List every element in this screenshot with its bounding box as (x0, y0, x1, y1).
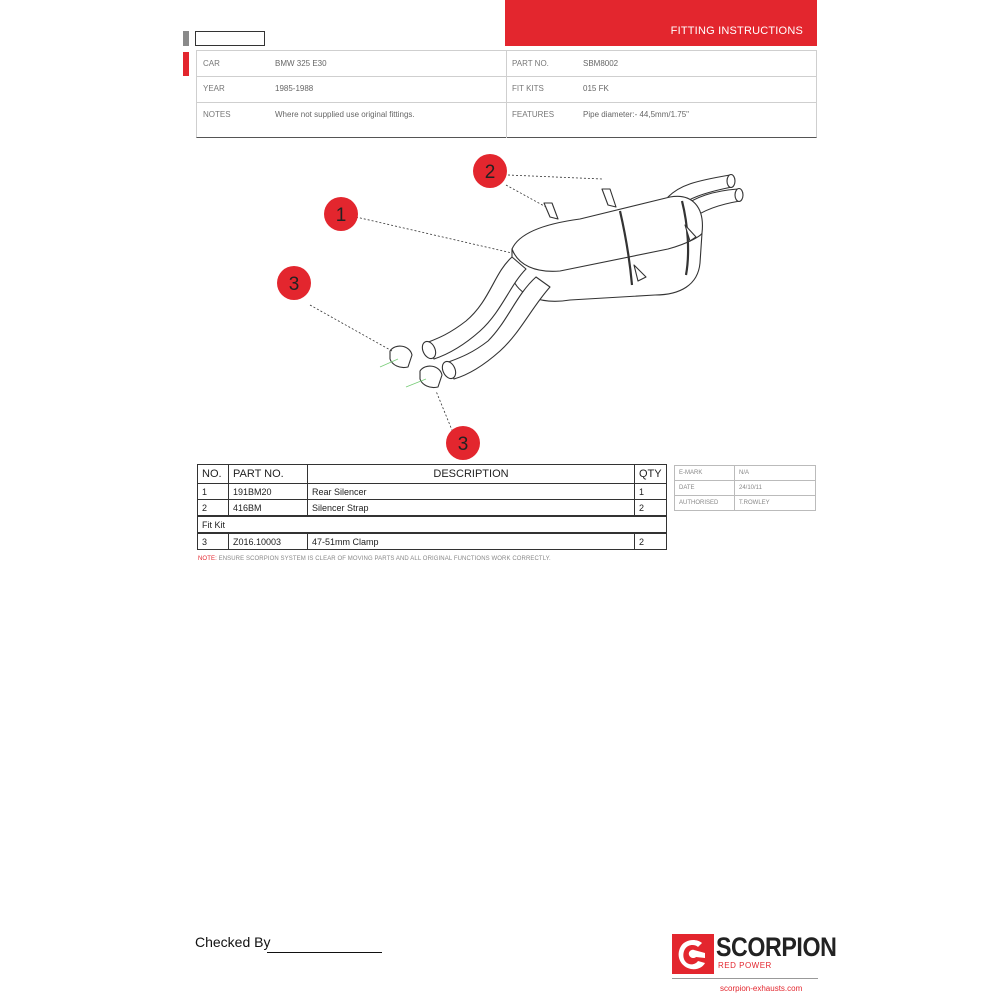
row-qty: 2 (635, 500, 667, 517)
callout-number: 3 (457, 434, 469, 455)
table-row (198, 484, 667, 500)
fit-kit-heading-row (198, 516, 667, 533)
table-row (675, 496, 816, 511)
inlet-pipe-left (426, 257, 526, 359)
authorised-label: AUTHORISED (675, 496, 735, 511)
features-label: FEATURES (512, 110, 555, 119)
approval-table (674, 465, 816, 511)
red-marker (183, 52, 189, 76)
callout-1 (324, 197, 358, 231)
leader-line-3 (436, 391, 454, 435)
callout-number: 2 (484, 162, 496, 183)
note-text: ENSURE SCORPION SYSTEM IS CLEAR OF MOVING PARTS AND ALL ORIGINAL FUNCTIONS WORK CORRECTLY. (216, 556, 551, 562)
table-row (198, 500, 667, 517)
car-value: BMW 325 E30 (275, 59, 327, 68)
header-qty: QTY (635, 465, 667, 484)
leader-line-3 (310, 305, 392, 351)
row-no: 3 (198, 533, 229, 550)
callout-number: 1 (335, 205, 347, 226)
hanger (544, 203, 558, 219)
fit-kits-value: 015 FK (583, 84, 609, 93)
row-description: Silencer Strap (308, 500, 635, 517)
clamp (390, 346, 412, 367)
website-link[interactable]: scorpion-exhausts.com (720, 984, 803, 993)
blank-field-box (195, 31, 265, 46)
callout-2 (473, 154, 507, 188)
fit-kit-label: Fit Kit (198, 516, 667, 533)
header-banner (505, 0, 817, 46)
part-no-value: SBM8002 (583, 59, 619, 68)
table-row (675, 466, 816, 481)
signature-line (267, 952, 382, 953)
table-row (198, 533, 667, 550)
row-description: Rear Silencer (308, 484, 635, 500)
row-no: 1 (198, 484, 229, 500)
safety-note (198, 556, 551, 562)
logo-tagline: RED POWER (718, 961, 772, 970)
row-no: 2 (198, 500, 229, 517)
row-qty: 2 (635, 533, 667, 550)
header-part-no: PART NO. (229, 465, 308, 484)
document-title: FITTING INSTRUCTIONS (670, 25, 803, 37)
fit-kits-label: FIT KITS (512, 84, 544, 93)
callout-3-lower (446, 426, 480, 460)
gray-marker (183, 31, 189, 46)
callout-3-upper (277, 266, 311, 300)
note-label: NOTE: (198, 556, 217, 562)
year-value: 1985-1988 (275, 84, 314, 93)
features-value: Pipe diameter:- 44,5mm/1.75" (583, 110, 689, 119)
table-header-row (198, 465, 667, 484)
row-description: 47-51mm Clamp (308, 533, 635, 550)
footer-divider (672, 978, 818, 979)
checked-by-label: Checked By (195, 934, 271, 950)
row-part-no: Z016.10003 (229, 533, 308, 550)
logo-wordmark: SCORPION (716, 932, 837, 962)
hanger (602, 189, 616, 207)
authorised-value: T.ROWLEY (735, 496, 816, 511)
clamp (420, 366, 442, 387)
exhaust-diagram (250, 145, 770, 470)
car-label: CAR (203, 59, 220, 68)
tailpipe-end (735, 189, 743, 202)
leader-line-2 (506, 185, 546, 207)
callout-number: 3 (288, 274, 300, 295)
notes-value: Where not supplied use original fittings. (275, 110, 415, 119)
column-divider (506, 50, 507, 138)
header-no: NO. (198, 465, 229, 484)
row-qty: 1 (635, 484, 667, 500)
e-mark-value: N/A (735, 466, 816, 481)
row-part-no: 416BM (229, 500, 308, 517)
date-label: DATE (675, 481, 735, 496)
table-row (675, 481, 816, 496)
year-label: YEAR (203, 84, 225, 93)
part-no-label: PART NO. (512, 59, 549, 68)
leader-line-1 (356, 217, 512, 253)
e-mark-label: E-MARK (675, 466, 735, 481)
leader-line-2 (508, 175, 602, 179)
tailpipe-end (727, 175, 735, 188)
scorpion-logo-icon (672, 934, 714, 974)
date-value: 24/10/11 (735, 481, 816, 496)
parts-table (197, 464, 667, 550)
header-description: DESCRIPTION (308, 465, 635, 484)
notes-label: NOTES (203, 110, 231, 119)
row-part-no: 191BM20 (229, 484, 308, 500)
